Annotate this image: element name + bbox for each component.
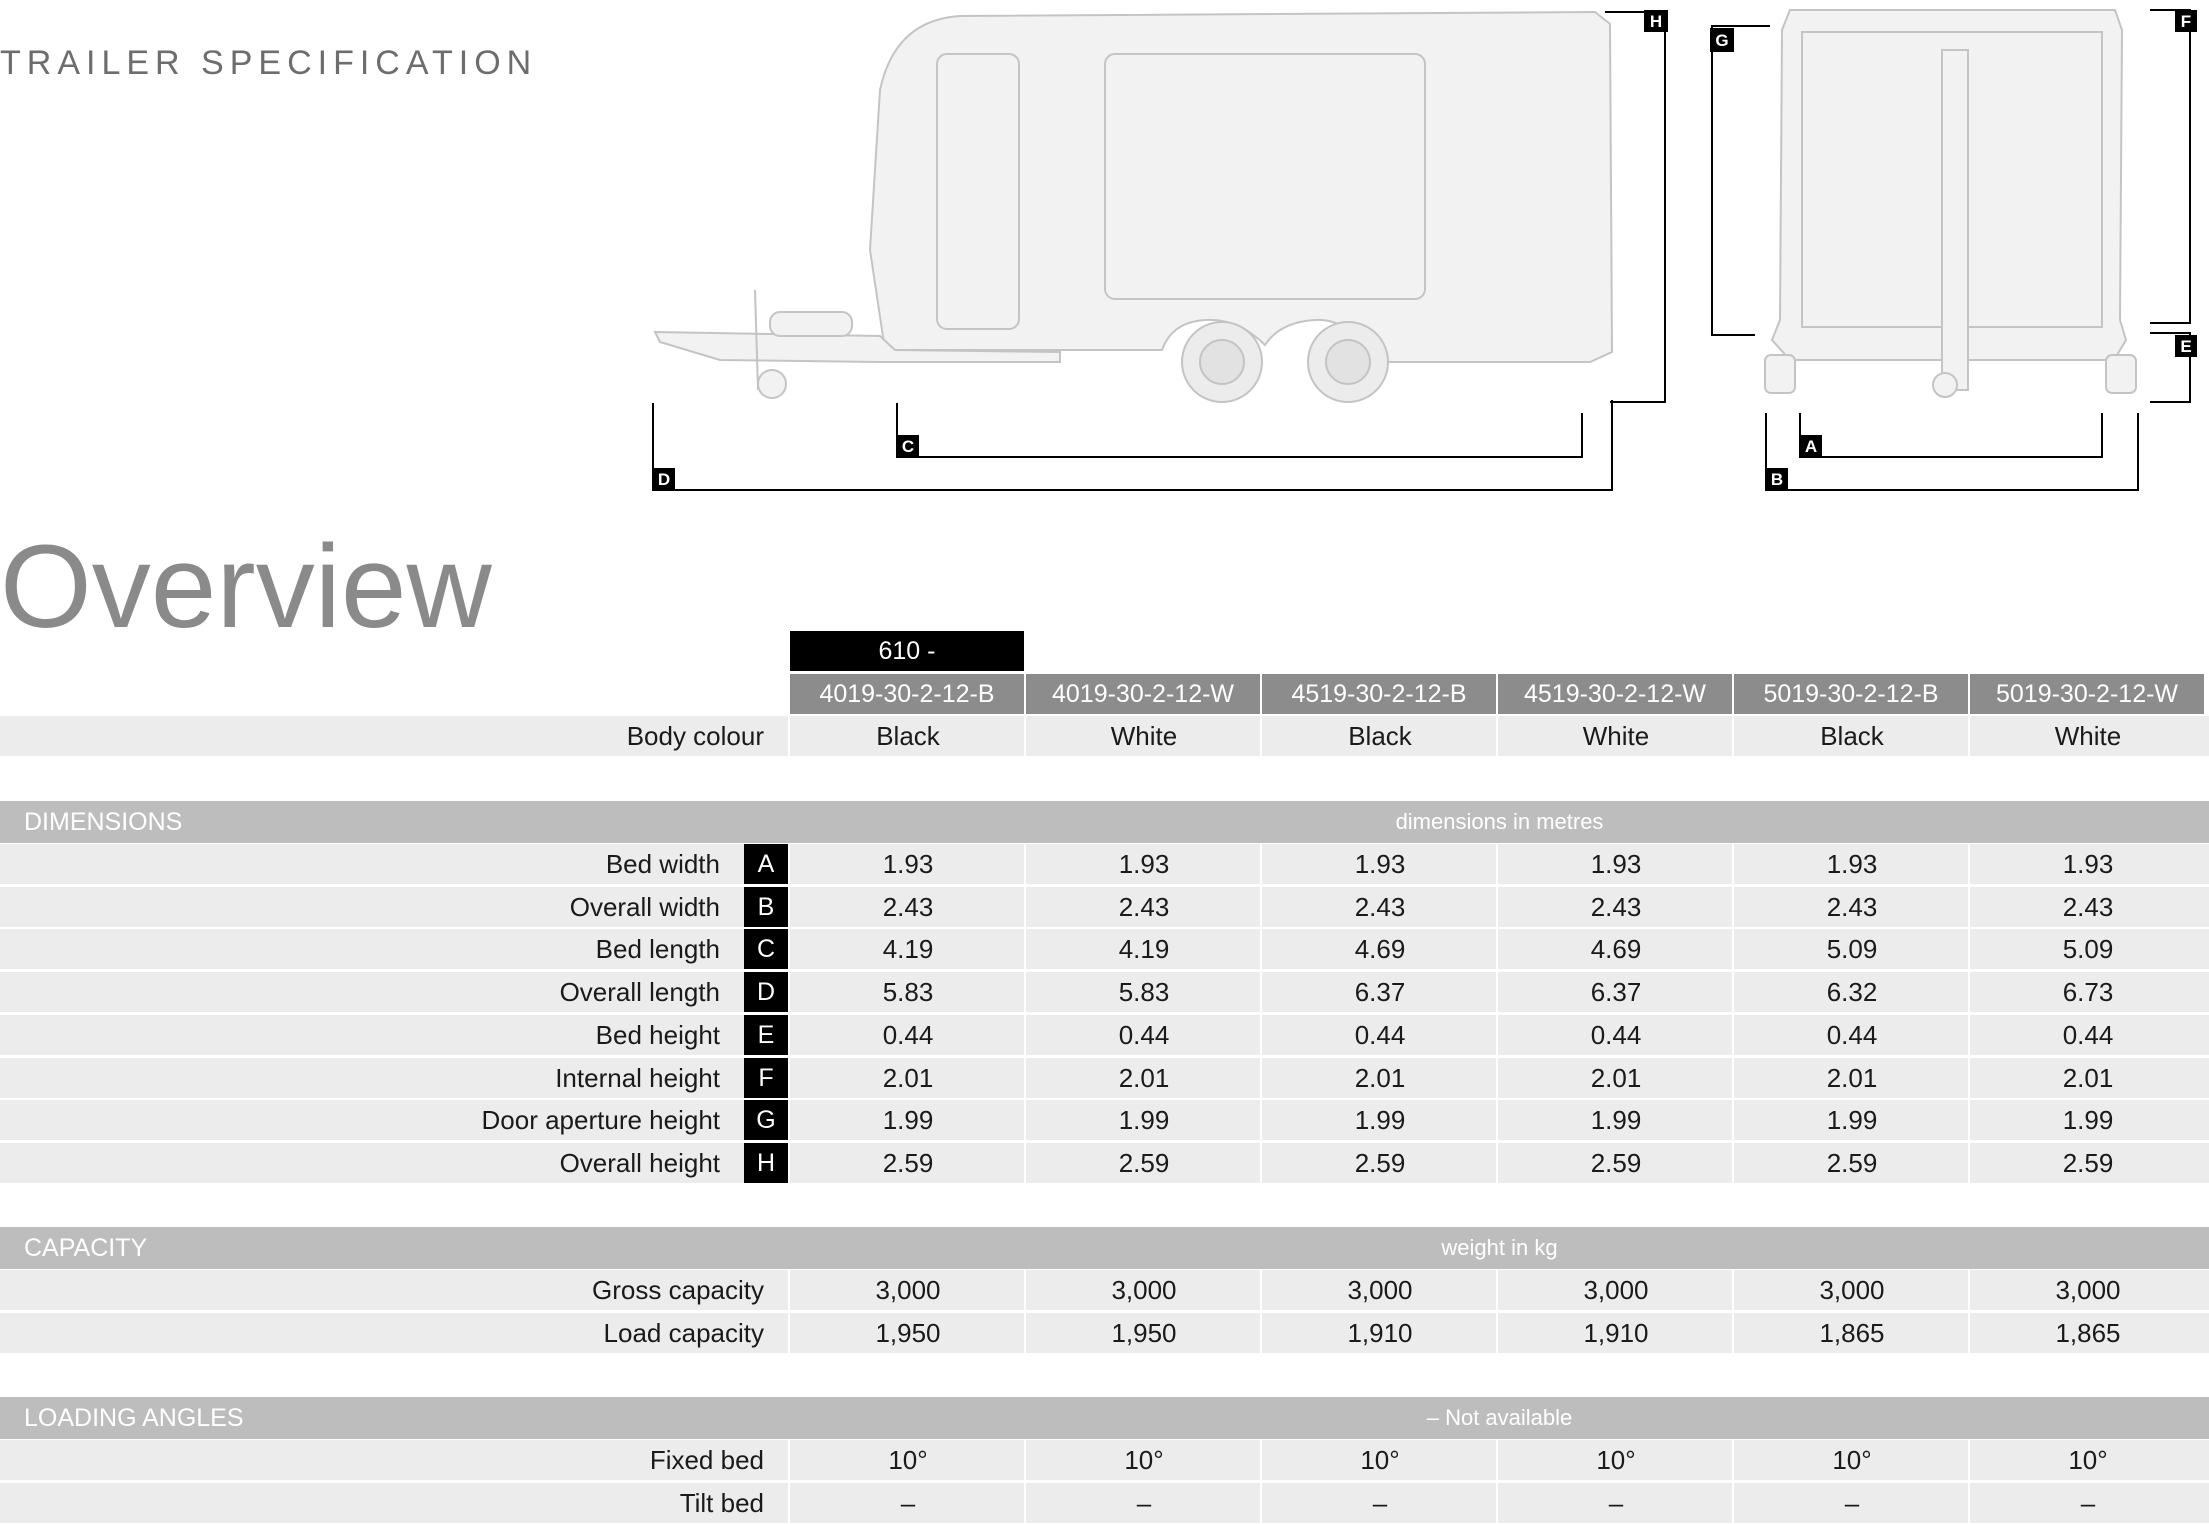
table-cell: –: [2080, 1487, 2096, 1518]
table-row: [0, 1483, 2209, 1523]
column-divider: [1260, 1483, 1262, 1523]
table-cell: 0.44: [1590, 1019, 1642, 1050]
table-cell: –: [1372, 1487, 1388, 1518]
table-cell: 1.99: [1590, 1105, 1642, 1136]
column-divider: [1496, 887, 1498, 927]
column-divider: [1260, 844, 1262, 884]
trailer-rear-view: [1765, 10, 2136, 397]
column-divider: [1260, 929, 1262, 969]
tag-f: F: [2180, 12, 2192, 31]
table-cell: 4.19: [882, 934, 934, 965]
table-cell: 2.43: [1118, 891, 1170, 922]
column-divider: [788, 972, 790, 1012]
table-row: [0, 929, 2209, 969]
table-cell: –: [1844, 1487, 1860, 1518]
table-cell: 1.99: [1118, 1105, 1170, 1136]
table-cell: 2.01: [1590, 1062, 1642, 1093]
trailer-diagram: [0, 0, 2209, 500]
dimension-letter: B: [744, 887, 788, 927]
column-divider: [1732, 929, 1734, 969]
row-label: Overall width: [569, 891, 720, 922]
column-divider: [1968, 1483, 1970, 1523]
column-divider: [788, 1015, 790, 1055]
model-header: 4519-30-2-12-B: [1262, 674, 1496, 714]
table-cell: 2.43: [2062, 891, 2114, 922]
column-divider: [1260, 887, 1262, 927]
row-label: Tilt bed: [679, 1487, 764, 1518]
table-cell: 2.59: [882, 1147, 934, 1178]
column-divider: [1732, 844, 1734, 884]
trailer-side-view: [655, 12, 1612, 402]
column-divider: [788, 844, 790, 884]
column-divider: [788, 716, 790, 756]
table-cell: 0.44: [882, 1019, 934, 1050]
row-label: Fixed bed: [649, 1445, 764, 1475]
table-row: [0, 1143, 2209, 1183]
table-cell: 0.44: [1118, 1019, 1170, 1050]
row-label: Body colour: [626, 721, 764, 751]
column-divider: [788, 1100, 790, 1140]
column-divider: [1024, 1015, 1026, 1055]
column-divider: [1732, 1483, 1734, 1523]
column-divider: [1024, 1100, 1026, 1140]
row-label: Door aperture height: [481, 1105, 720, 1136]
column-divider: [1496, 1058, 1498, 1098]
column-divider: [788, 887, 790, 927]
column-divider: [1024, 1143, 1026, 1183]
table-cell: 1,865: [2055, 1317, 2121, 1348]
row-label: Internal height: [555, 1062, 720, 1093]
column-divider: [1968, 972, 1970, 1012]
section-header: [0, 801, 2209, 843]
table-cell: 2.59: [1118, 1147, 1170, 1178]
model-header: 5019-30-2-12-B: [1734, 674, 1968, 714]
table-cell: 10°: [1832, 1445, 1872, 1475]
model-header: 4019-30-2-12-B: [790, 674, 1024, 714]
row-label: Bed width: [605, 849, 720, 879]
section-name: DIMENSIONS: [24, 808, 183, 836]
dimension-letter: C: [744, 929, 788, 969]
table-row: [0, 972, 2209, 1012]
dimension-letter: D: [744, 972, 788, 1012]
row-label: Gross capacity: [592, 1275, 764, 1305]
column-divider: [1496, 844, 1498, 884]
table-row: [0, 1270, 2209, 1310]
column-divider: [1732, 1440, 1734, 1480]
table-cell: 0.44: [1826, 1019, 1878, 1050]
table-cell: 0.44: [2062, 1019, 2114, 1050]
table-cell: 2.59: [2062, 1147, 2114, 1178]
dimension-letter: H: [744, 1143, 788, 1183]
dimension-letter: F: [744, 1058, 788, 1098]
table-cell: 2.01: [1826, 1062, 1878, 1093]
column-divider: [1496, 929, 1498, 969]
column-divider: [1260, 1143, 1262, 1183]
column-divider: [1732, 1313, 1734, 1353]
table-cell: 10°: [888, 1445, 928, 1475]
column-divider: [1968, 1058, 1970, 1098]
column-divider: [1496, 716, 1498, 756]
table-cell: 6.37: [1354, 977, 1406, 1008]
dimension-letter: A: [744, 844, 788, 884]
column-divider: [1024, 1058, 1026, 1098]
table-cell: 4.69: [1354, 934, 1406, 965]
model-header: 4519-30-2-12-W: [1498, 674, 1732, 714]
column-divider: [788, 1143, 790, 1183]
table-cell: 10°: [1360, 1445, 1400, 1475]
tag-a: A: [1804, 437, 1818, 456]
table-cell: 2.43: [1354, 891, 1406, 922]
table-cell: 3,000: [2055, 1275, 2121, 1305]
table-cell: 5.83: [1118, 977, 1170, 1008]
column-divider: [1968, 1440, 1970, 1480]
table-cell: 1.93: [1118, 849, 1170, 879]
table-cell: 1.99: [1826, 1105, 1878, 1136]
column-divider: [788, 1440, 790, 1480]
table-row: [0, 887, 2209, 927]
row-label: Overall height: [559, 1147, 720, 1178]
body-colour-row: [0, 716, 2209, 756]
section-name: CAPACITY: [24, 1234, 148, 1262]
column-divider: [1732, 1058, 1734, 1098]
table-cell: 2.01: [1354, 1062, 1406, 1093]
column-divider: [1260, 1313, 1262, 1353]
table-cell: 6.73: [2062, 977, 2114, 1008]
table-cell: White: [1582, 721, 1650, 751]
row-label: Bed length: [595, 934, 720, 965]
column-divider: [788, 1270, 790, 1310]
table-cell: 1.93: [882, 849, 934, 879]
column-divider: [1496, 1143, 1498, 1183]
column-divider: [1024, 1313, 1026, 1353]
table-cell: White: [1110, 721, 1178, 751]
section-header: [0, 1397, 2209, 1439]
column-divider: [1260, 972, 1262, 1012]
table-cell: Black: [1820, 721, 1884, 751]
table-cell: 2.59: [1826, 1147, 1878, 1178]
column-divider: [1732, 1270, 1734, 1310]
table-cell: –: [1608, 1487, 1624, 1518]
column-divider: [1968, 1270, 1970, 1310]
series-label: 610 -: [790, 631, 1024, 671]
table-cell: 3,000: [1347, 1275, 1413, 1305]
table-cell: 4.69: [1590, 934, 1642, 965]
table-cell: 1,910: [1347, 1317, 1413, 1348]
column-divider: [788, 929, 790, 969]
column-divider: [1260, 1270, 1262, 1310]
column-divider: [1024, 844, 1026, 884]
column-divider: [1732, 1100, 1734, 1140]
table-cell: 10°: [1596, 1445, 1636, 1475]
table-cell: 1.93: [1590, 849, 1642, 879]
column-divider: [1968, 716, 1970, 756]
table-cell: 3,000: [875, 1275, 941, 1305]
column-divider: [1732, 1015, 1734, 1055]
column-divider: [1968, 844, 1970, 884]
table-cell: 2.43: [1590, 891, 1642, 922]
table-cell: 10°: [1124, 1445, 1164, 1475]
table-cell: 2.59: [1590, 1147, 1642, 1178]
column-divider: [1496, 1100, 1498, 1140]
column-divider: [1024, 929, 1026, 969]
column-divider: [1024, 716, 1026, 756]
table-cell: White: [2054, 721, 2122, 751]
table-cell: 1.93: [1826, 849, 1878, 879]
tag-h: H: [1649, 12, 1663, 31]
column-divider: [1496, 1483, 1498, 1523]
section-note: dimensions in metres: [1395, 809, 1604, 834]
tag-d: D: [657, 470, 671, 489]
table-row: [0, 1015, 2209, 1055]
table-cell: 3,000: [1583, 1275, 1649, 1305]
table-cell: 2.43: [1826, 891, 1878, 922]
column-divider: [1968, 887, 1970, 927]
column-divider: [1024, 1440, 1026, 1480]
dimension-letter: G: [744, 1100, 788, 1140]
table-cell: 0.44: [1354, 1019, 1406, 1050]
column-divider: [788, 1483, 790, 1523]
tag-e: E: [2180, 337, 2192, 356]
section-header: [0, 1227, 2209, 1269]
row-label: Overall length: [559, 977, 720, 1008]
table-cell: 1.93: [1354, 849, 1406, 879]
column-divider: [1968, 1143, 1970, 1183]
table-row: [0, 1058, 2209, 1098]
table-cell: 1.93: [2062, 849, 2114, 879]
column-divider: [1732, 887, 1734, 927]
column-divider: [1732, 972, 1734, 1012]
column-divider: [1732, 1143, 1734, 1183]
tag-b: B: [1770, 470, 1784, 489]
table-cell: 5.09: [2062, 934, 2114, 965]
table-cell: 5.09: [1826, 934, 1878, 965]
table-cell: 6.32: [1826, 977, 1878, 1008]
table-cell: 4.19: [1118, 934, 1170, 965]
dimension-letter: E: [744, 1015, 788, 1055]
table-cell: 3,000: [1819, 1275, 1885, 1305]
table-cell: 3,000: [1111, 1275, 1177, 1305]
table-cell: 2.59: [1354, 1147, 1406, 1178]
column-divider: [1496, 1440, 1498, 1480]
page-header-title: TRAILER SPECIFICATION: [0, 44, 538, 82]
table-cell: Black: [1348, 721, 1412, 751]
table-cell: 2.01: [2062, 1062, 2114, 1093]
column-divider: [1260, 1440, 1262, 1480]
table-cell: 5.83: [882, 977, 934, 1008]
column-divider: [1732, 716, 1734, 756]
model-header: 5019-30-2-12-W: [1970, 674, 2204, 714]
table-cell: 1,950: [875, 1317, 941, 1348]
row-label: Bed height: [595, 1019, 720, 1050]
table-cell: 1,950: [1111, 1317, 1177, 1348]
table-cell: –: [1136, 1487, 1152, 1518]
column-divider: [1496, 1313, 1498, 1353]
column-divider: [1260, 716, 1262, 756]
table-cell: 10°: [2068, 1445, 2108, 1475]
table-row: [0, 1440, 2209, 1480]
column-divider: [1260, 1058, 1262, 1098]
column-divider: [1496, 1015, 1498, 1055]
tag-c: C: [901, 437, 915, 456]
table-cell: 6.37: [1590, 977, 1642, 1008]
table-cell: 1.99: [2062, 1105, 2114, 1136]
column-divider: [1260, 1100, 1262, 1140]
column-divider: [1968, 929, 1970, 969]
column-divider: [1260, 1015, 1262, 1055]
table-cell: 1.99: [1354, 1105, 1406, 1136]
table-row: [0, 1313, 2209, 1353]
table-cell: 1,865: [1819, 1317, 1885, 1348]
column-divider: [1024, 887, 1026, 927]
column-divider: [788, 1058, 790, 1098]
column-divider: [1024, 972, 1026, 1012]
table-row: [0, 1100, 2209, 1140]
model-header: 4019-30-2-12-W: [1026, 674, 1260, 714]
column-divider: [1968, 1015, 1970, 1055]
column-divider: [1024, 1270, 1026, 1310]
table-cell: 1,910: [1583, 1317, 1649, 1348]
page-title: Overview: [0, 521, 492, 653]
table-cell: 2.01: [882, 1062, 934, 1093]
row-label: Load capacity: [603, 1317, 764, 1348]
table-cell: –: [900, 1487, 916, 1518]
column-divider: [1496, 1270, 1498, 1310]
column-divider: [1968, 1100, 1970, 1140]
table-cell: 2.01: [1118, 1062, 1170, 1093]
table-cell: 2.43: [882, 891, 934, 922]
section-note: weight in kg: [1441, 1235, 1558, 1260]
column-divider: [1968, 1313, 1970, 1353]
section-name: LOADING ANGLES: [24, 1404, 244, 1432]
column-divider: [788, 1313, 790, 1353]
table-cell: 1.99: [882, 1105, 934, 1136]
tag-g: G: [1715, 31, 1729, 50]
column-divider: [1496, 972, 1498, 1012]
column-divider: [1024, 1483, 1026, 1523]
section-note: – Not available: [1426, 1405, 1573, 1430]
table-cell: Black: [876, 721, 940, 751]
table-row: [0, 844, 2209, 884]
